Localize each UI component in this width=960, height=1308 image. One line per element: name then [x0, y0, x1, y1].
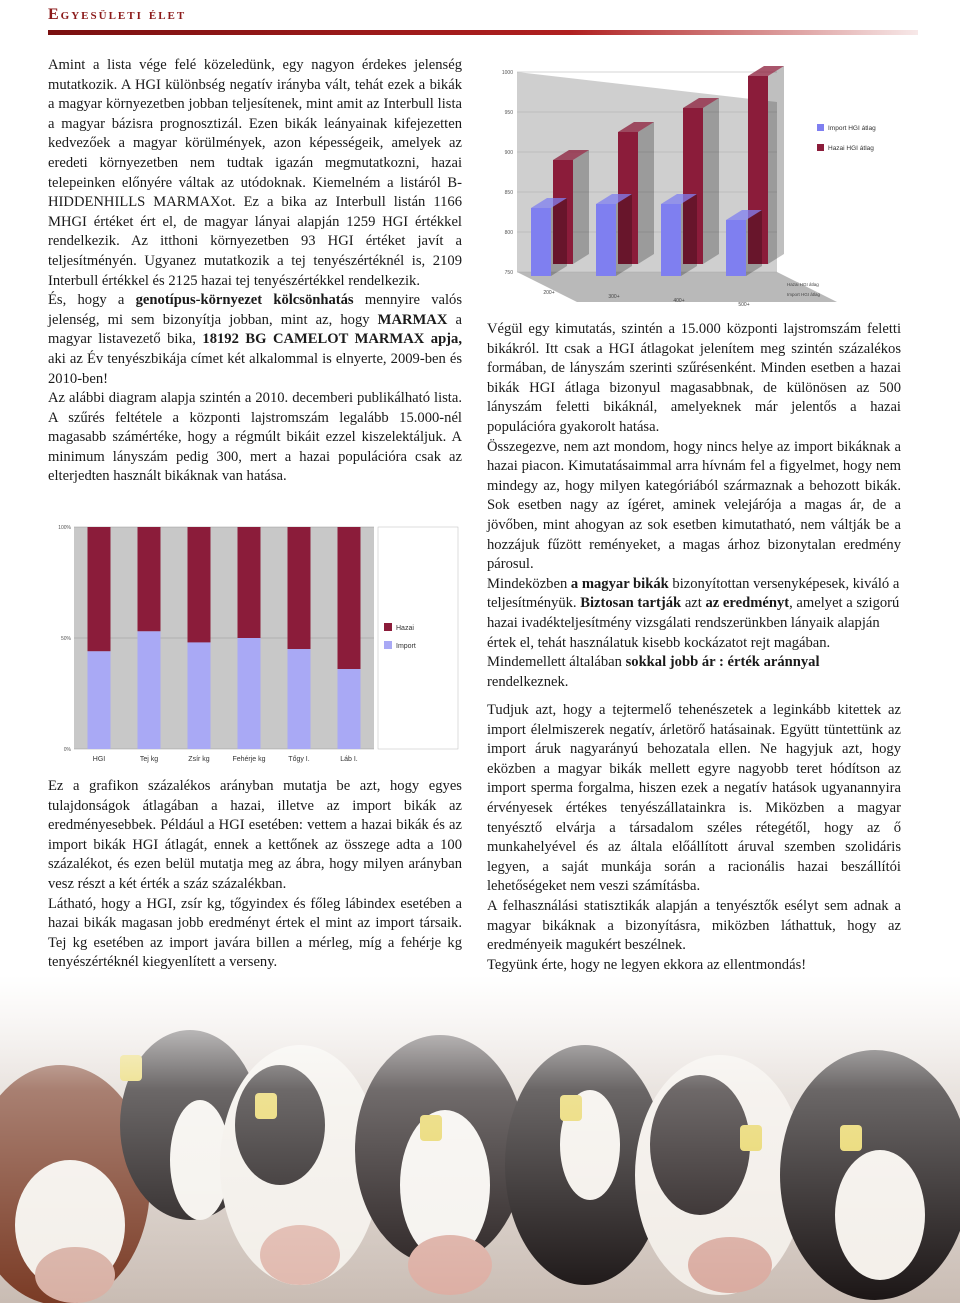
paragraph: Összegezve, nem azt mondom, hogy nincs helye az import bikáknak a hazai piacon. Kimutatásaimmal arra hívnám fel a figyelmet, hogy nem mindegy az, hogy milyen kategóriából származnak a behozott bikák. Sok esetben nagy az ígéret, aminek velejárója a magas ár, de a jövőben, mint ahogyan az sok esetben kimutatható, nem váltják be a hozzájuk fűzött reményeket, a magas árhoz bizonytalan eredmény párosul. — [487, 438, 901, 573]
legend-box — [378, 527, 458, 749]
bar-import — [596, 204, 616, 276]
paragraph: Az alábbi diagram alapja szintén a 2010. decemberi publikálható lista. A szűrés feltétele a központi lajstromszám legalább 15.000-nél magasabb számértéke, hogy a régmúlt bikáit ezzel kiszelektáljuk. A minimum lányszám pedig 300, mert a hazai populációra csak az elterjedten használt bikáknak van hatása. — [48, 390, 462, 485]
paragraph: Amint a lista vége felé közeledünk, egy nagyon érdekes jelenség mutatkozik. A HGI különbség negatív irányba vált, tehát ezek a bikák a magyar környezetben jobban teljesítenek, mint amit az Interbull lista a magyar bázisra prognosztizál. Ezen bikák leányainak kifejezetten kedvezőek a magyar körülmények, azon képességeik, amelyek az eredeti környezetben nem tudtak igazán megmutatkozni, hazai telepeinken előnyére váltak az utódoknak. Kiemelném a listáról B-HIDDENHILLS MARMAXot. Ez a bika az Interbull listán 1166 MHGI értéket ért el, de magyar lányai alapján 1259 HGI értékkel rendelkezik. Az itthoni környezetben 93 HGI értéket javít a teljesítményén. Ugyanez mutatkozik a tej tenyészértéknél is, 2109 Interbull értékkel és 2125 hazai tej tenyészértékkel rendelkezik. — [48, 57, 462, 289]
bar-hazai — [138, 527, 161, 631]
x-tick-label: 200+ — [543, 290, 555, 296]
bar-hazai — [88, 527, 111, 651]
legend-label: Hazai HGI átlag — [828, 145, 874, 152]
x-tick-label: Tej kg — [139, 756, 159, 763]
paragraph: És, hogy a genotípus-környezet kölcsönhatás mennyire valós jelenség, mi sem bizonyítja jobban, mint az, hogy MARMAX a magyar listavezető bika, 18192 BG CAMELOT MARMAX apja, aki az Év tenyészbikája címet két alkalommal is elnyerte, 2009-ben és 2010-ben! — [48, 292, 463, 387]
bar-import-side — [551, 198, 567, 276]
x-tick-label: Tőgy I. — [288, 756, 310, 763]
cattle-herd-photo — [0, 975, 960, 1303]
bar-hazai-side — [768, 66, 784, 264]
bar-hazai — [238, 527, 261, 638]
y-tick-label: 750 — [504, 270, 513, 276]
article-column-1 — [48, 56, 462, 487]
paragraph: Végül egy kimutatás, szintén a 15.000 központi lajstromszám feletti bikákról. Itt csak a HGI átlagokat jelenítem meg szintén százalékos formában, de lányszám szerinti szűrésenként. Minden esetben a hazai bikák HGI átlaga bizonyul magasabbnak, de különösen az 500 lányszám feletti bikáknál, amelyeknek már jelentős a hazai populációra gyakorolt hatása. — [487, 321, 901, 435]
y-tick-label: 800 — [504, 230, 513, 236]
article-column-4 — [487, 701, 901, 975]
x-tick-label: Zsír kg — [188, 756, 210, 763]
axis-series-label: Import HGI átlag — [787, 292, 821, 297]
paragraph: Látható, hogy a HGI, zsír kg, tőgyindex és főleg lábindex esetében a hazai bikák magasan jobb eredményt értek el mint az import társaik. Tej kg esetében az import javára billen a mérleg, míg a fehérje kg tenyészértéknél kiegyenlített a verseny. — [48, 895, 462, 971]
bar-import — [661, 204, 681, 276]
bar-import — [726, 220, 746, 276]
bar-import — [338, 669, 361, 749]
x-tick-label: 300+ — [608, 294, 620, 300]
section-title: Egyesületi élet — [48, 6, 187, 23]
bar-hazai — [288, 527, 311, 649]
bar-import-side — [681, 194, 697, 276]
article-column-3 — [487, 320, 901, 692]
y-tick-label: 850 — [504, 190, 513, 196]
article-column-2 — [48, 777, 462, 973]
bar-import — [88, 651, 111, 749]
stacked-percent-chart — [48, 515, 462, 767]
y-tick-label: 0% — [63, 747, 71, 753]
bar-hazai-side — [573, 150, 589, 264]
bar-hazai — [338, 527, 361, 669]
y-tick-label: 1000 — [501, 70, 513, 76]
bar-import — [238, 638, 261, 749]
y-tick-label: 100% — [58, 525, 71, 531]
legend-swatch — [817, 144, 824, 151]
x-tick-label: 400+ — [673, 298, 685, 304]
legend-label: Import — [396, 643, 416, 650]
legend-label: Import HGI átlag — [828, 125, 876, 132]
x-tick-label: Fehérje kg — [232, 756, 266, 763]
bar-import — [138, 631, 161, 749]
paragraph: Mindeközben a magyar bikák bizonyítottan versenyképesek, kiváló a teljesítményük. Biztosan tartják azt az eredményt, amelyet a szigorú hazai ivadékteljesítmény vizsgálati rendszerünkben lányaik alapján értek el, tehát használatuk kisebb kockázatot rejt magában. Mindemellett általában sokkal jobb ár : érték aránnyal rendelkeznek. — [487, 575, 900, 690]
legend-swatch — [384, 641, 392, 649]
bar-import-side — [746, 210, 762, 276]
x-tick-label: Láb I. — [340, 756, 358, 763]
hgi-3d-bar-chart — [487, 58, 913, 310]
bar-import — [288, 649, 311, 749]
x-tick-label: 500+ — [738, 302, 750, 308]
header-rule — [48, 30, 918, 35]
y-tick-label: 950 — [504, 110, 513, 116]
legend-label: Hazai — [396, 625, 414, 632]
bar-hazai — [188, 527, 211, 642]
bar-hazai-side — [703, 98, 719, 264]
legend-swatch — [384, 623, 392, 631]
legend-swatch — [817, 124, 824, 131]
paragraph: Ez a grafikon százalékos arányban mutatja be azt, hogy egyes tulajdonságok átlagában a hazai, illetve az import bikák az eredményesebbek. Például a HGI esetében: vettem a hazai bikák és az import bikák HGI átlagát, ennek a kettőnek az összege adta a 100 százalékot, és ezen belül mutatja meg az ábra, hogy milyen arányban vesz részt a két érték a száz százalékban. — [48, 778, 462, 892]
bar-import-side — [616, 194, 632, 276]
paragraph: Tudjuk azt, hogy a tejtermelő tehenészetek a leginkább kitettek az import élelmiszerek negatív, árletörő hatásainak. Együtt tüntettünk az import áruk nagyarányú behozatala ellen. Ne hagyjuk azt, hogy eközben a magyar bikák mellett egyre nagyobb teret hódítson az import sperma forgalma, hiszen ezek a negatív hatások ugyanannyira érvényesek értékes tenyészállatainkra is. Miközben a magyar tenyésztő elvárja a társadalom széles rétegétől, hogy az ő munkahelyével és az általa előállított áruval szemben szolidáris legyen, a saját munkája során a racionális hazai beszállítói lehetőségeket nem veszi számításba. — [487, 702, 901, 895]
y-tick-label: 900 — [504, 150, 513, 156]
y-tick-label: 50% — [60, 636, 71, 642]
bar-import — [531, 208, 551, 276]
paragraph: A felhasználási statisztikák alapján a tenyésztők esélyt sem adnak a magyar bikáknak a bizonyításra, miközben láthattuk, hogy az eredményeik magukért beszélnek. — [487, 897, 901, 954]
bar-import — [188, 642, 211, 749]
bar-hazai-side — [638, 122, 654, 264]
x-tick-label: HGI — [92, 756, 106, 763]
axis-series-label: Hazai HGI átlag — [787, 282, 819, 287]
paragraph: Tegyünk érte, hogy ne legyen ekkora az ellentmondás! — [487, 956, 807, 973]
